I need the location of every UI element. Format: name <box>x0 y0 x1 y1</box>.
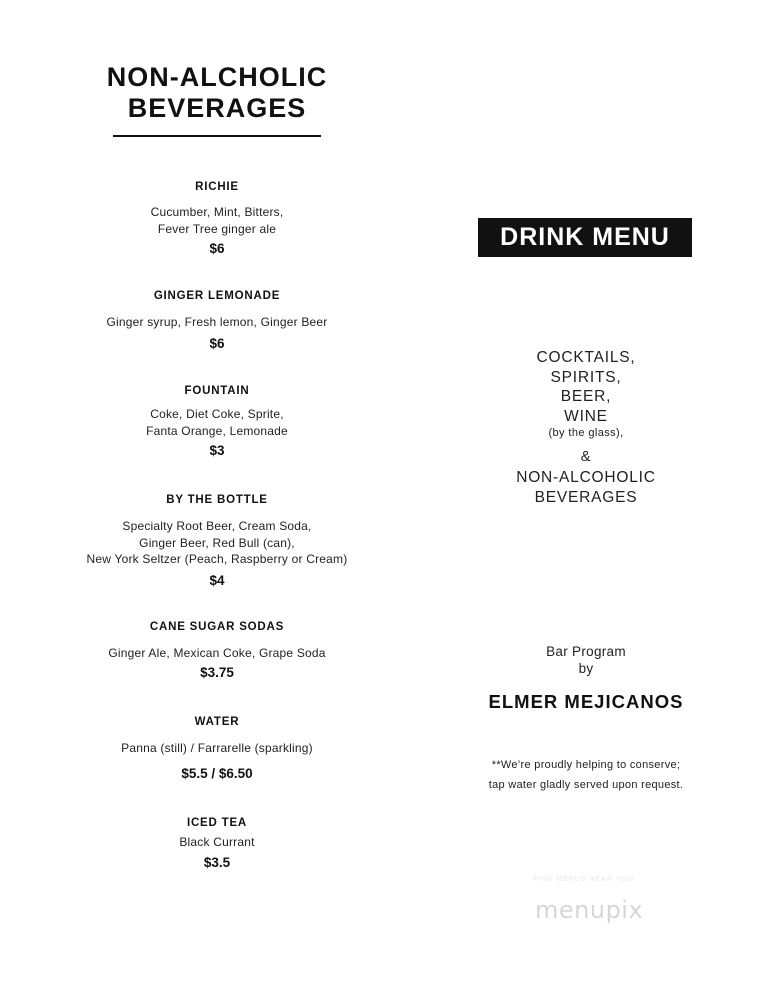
item-desc-line: Cucumber, Mint, Bitters, <box>150 205 284 219</box>
menu-item-ginger-lemonade <box>46 290 388 351</box>
item-desc-line: Ginger Beer, Red Bull (can), <box>139 535 295 550</box>
item-description <box>46 204 388 237</box>
item-name: BY THE BOTTLE <box>166 494 268 506</box>
item-description <box>46 406 388 439</box>
scope-line: WINE <box>564 407 608 425</box>
scope-line: BEER, <box>560 388 612 405</box>
drink-menu-cover <box>455 0 717 994</box>
program-line: by <box>578 661 594 676</box>
item-desc-line: Fever Tree ginger ale <box>157 221 277 236</box>
item-description <box>46 518 388 568</box>
item-desc-line: Coke, Diet Coke, Sprite, <box>150 407 284 421</box>
item-desc-line: Ginger syrup, Fresh lemon, Ginger Beer <box>106 315 328 329</box>
item-price: $5.5 / $6.50 <box>181 765 253 781</box>
menu-item-iced-tea <box>46 817 388 870</box>
item-description <box>46 834 388 851</box>
item-desc-line: Fanta Orange, Lemonade <box>146 423 288 438</box>
menu-items <box>46 0 388 994</box>
scope-note: (by the glass), <box>548 427 624 439</box>
scope-line: NON-ALCOHOLIC <box>516 469 656 486</box>
scope-line: SPIRITS, <box>550 368 622 386</box>
watermark-tagline: FIND MENUS NEAR YOU <box>533 876 634 883</box>
item-name: WATER <box>194 716 240 728</box>
item-name: FOUNTAIN <box>184 385 250 397</box>
menupix-logo-icon: menupix <box>535 896 644 924</box>
menu-item-water <box>46 716 388 781</box>
item-name: GINGER LEMONADE <box>153 290 281 302</box>
bar-program-label <box>455 643 717 677</box>
menu-scope-list <box>455 348 717 507</box>
item-price: $3.5 <box>203 854 231 870</box>
scope-ampersand: & <box>580 448 592 465</box>
note-line: tap water gladly served upon request. <box>488 779 684 791</box>
item-price: $6 <box>209 241 225 256</box>
scope-line: COCKTAILS, <box>536 349 636 366</box>
item-price: $4 <box>209 572 225 588</box>
bar-director-name: ELMER MEJICANOS <box>488 691 684 712</box>
item-price: $6 <box>209 335 225 351</box>
item-description <box>46 645 388 662</box>
item-desc-line: Panna (still) / Farrarelle (sparkling) <box>121 741 313 755</box>
item-description <box>46 740 388 757</box>
item-desc-line: Ginger Ale, Mexican Coke, Grape Soda <box>108 646 326 660</box>
menu-item-cane-sugar-sodas <box>46 621 388 680</box>
item-name: ICED TEA <box>186 817 248 829</box>
scope-line: BEVERAGES <box>534 488 638 506</box>
section-title-line1: NON-ALCHOLIC <box>106 62 328 92</box>
note-line: **We’re proudly helping to conserve; <box>491 759 681 771</box>
item-desc-line: Black Currant <box>179 835 255 849</box>
menu-item-richie <box>46 181 388 256</box>
item-price: $3.75 <box>200 664 234 680</box>
item-name: RICHIE <box>195 181 239 193</box>
item-desc-line: New York Seltzer (Peach, Raspberry or Cream) <box>86 552 348 566</box>
item-description <box>46 314 388 331</box>
section-title-line2: BEVERAGES <box>127 93 307 123</box>
item-price: $3 <box>209 443 225 458</box>
item-name: CANE SUGAR SODAS <box>149 621 285 633</box>
menu-item-fountain <box>46 385 388 458</box>
program-line: Bar Program <box>546 644 626 659</box>
drink-menu-badge: DRINK MENU <box>478 218 692 257</box>
water-note <box>455 755 717 795</box>
menupix-watermark <box>533 876 693 936</box>
item-desc-line: Specialty Root Beer, Cream Soda, <box>122 519 312 533</box>
menu-item-by-the-bottle <box>46 494 388 588</box>
